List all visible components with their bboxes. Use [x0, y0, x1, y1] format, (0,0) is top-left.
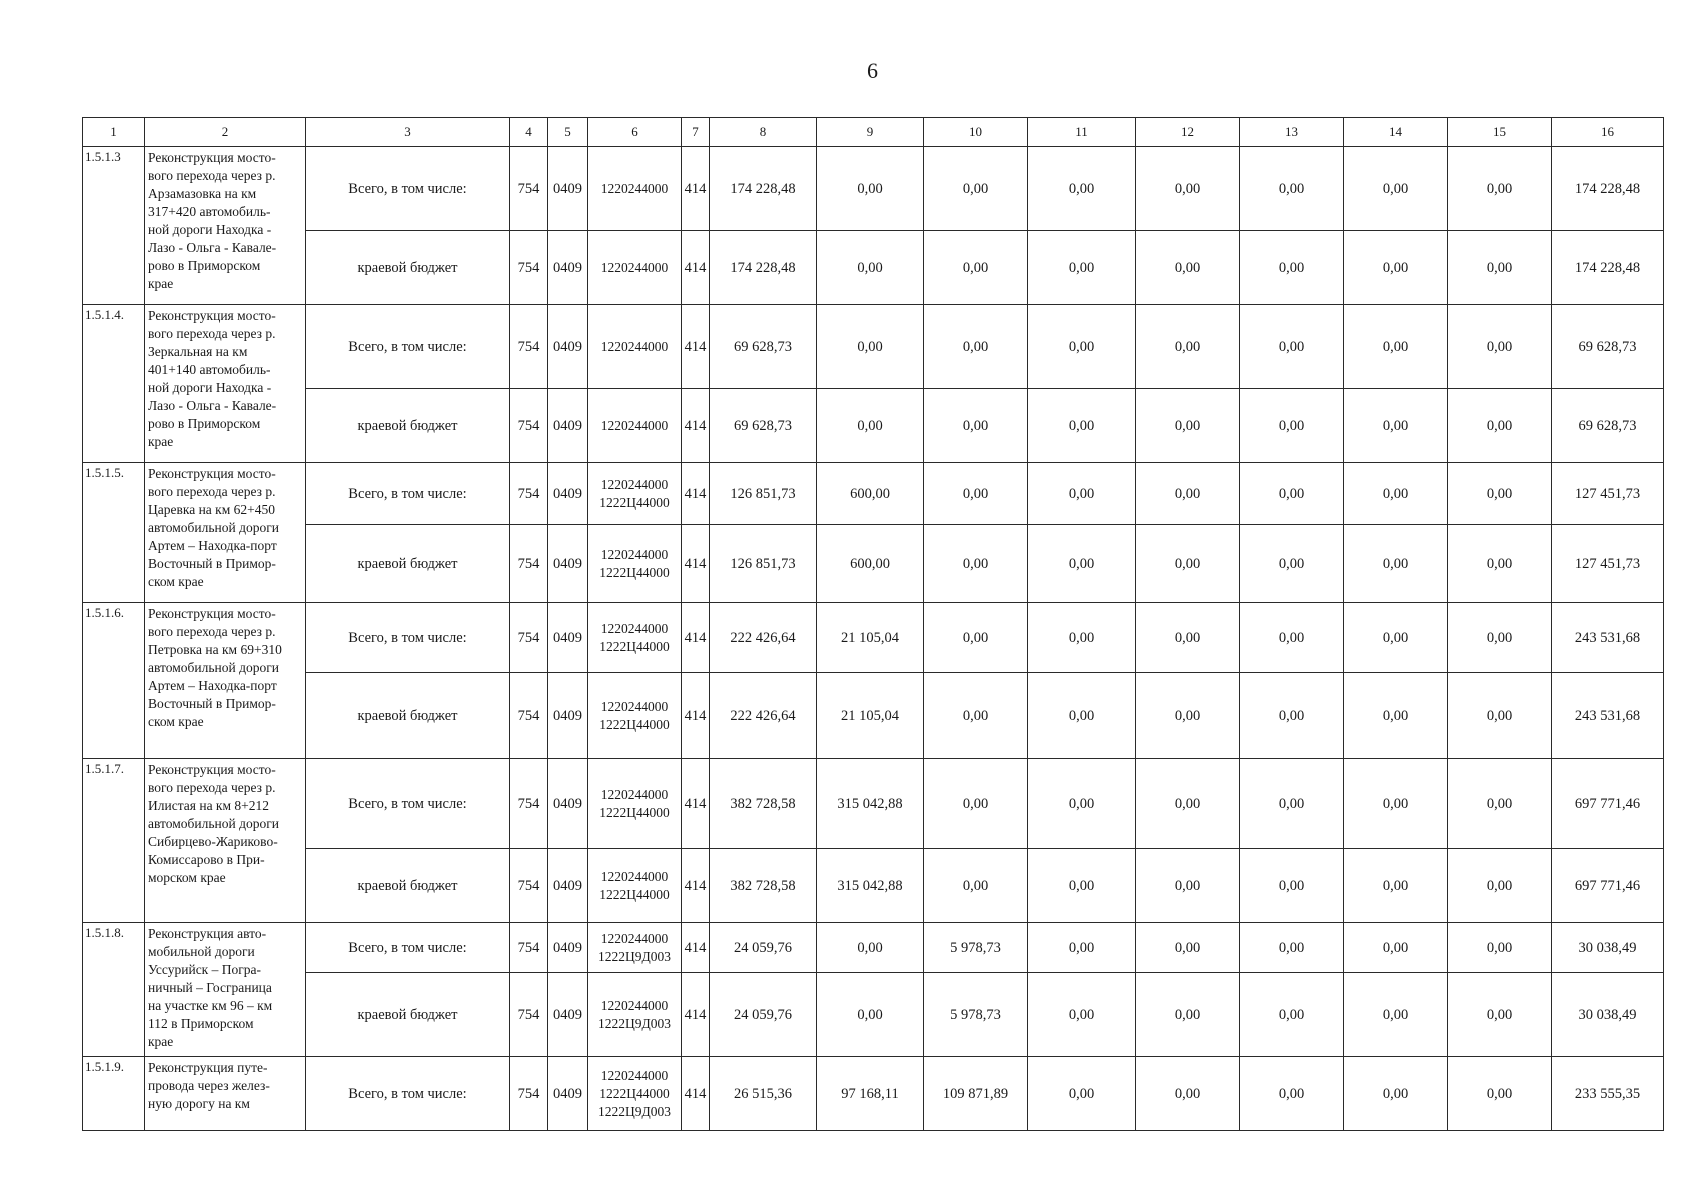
amount-cell: 0,00: [924, 759, 1028, 849]
amount-cell: 0,00: [1136, 923, 1240, 973]
amount-cell: 0,00: [1448, 1057, 1552, 1131]
code-cell: 754: [510, 463, 548, 525]
code-cell: 414: [682, 759, 710, 849]
code-cell: 1220244000: [588, 147, 682, 231]
code-cell: 754: [510, 673, 548, 759]
code-cell: 414: [682, 673, 710, 759]
amount-cell: 0,00: [1028, 849, 1136, 923]
column-header: 16: [1552, 118, 1664, 147]
code-cell: 414: [682, 231, 710, 305]
amount-cell: 0,00: [1136, 849, 1240, 923]
column-header: 11: [1028, 118, 1136, 147]
amount-cell: 0,00: [1448, 849, 1552, 923]
code-cell: 0409: [548, 923, 588, 973]
funding-kind: краевой бюджет: [306, 525, 510, 603]
code-cell: 1220244000 1222Ц44000: [588, 603, 682, 673]
code-cell: 414: [682, 305, 710, 389]
amount-cell: 0,00: [1136, 463, 1240, 525]
amount-cell: 0,00: [1028, 305, 1136, 389]
item-number: 1.5.1.9.: [83, 1057, 145, 1131]
amount-cell: 0,00: [1136, 147, 1240, 231]
amount-cell: 0,00: [1344, 231, 1448, 305]
amount-cell: 21 105,04: [817, 673, 924, 759]
amount-cell: 69 628,73: [1552, 305, 1664, 389]
amount-cell: 0,00: [924, 849, 1028, 923]
column-header: 14: [1344, 118, 1448, 147]
code-cell: 0409: [548, 973, 588, 1057]
amount-cell: 0,00: [924, 673, 1028, 759]
code-cell: 754: [510, 849, 548, 923]
amount-cell: 0,00: [1344, 923, 1448, 973]
amount-cell: 0,00: [924, 525, 1028, 603]
funding-kind: Всего, в том числе:: [306, 305, 510, 389]
item-description: Реконструкция мосто- вого перехода через р. Царевка на км 62+450 автомобильной дороги Артем – Находка-порт Восточный в Примор- ском крае: [145, 463, 306, 603]
code-cell: 414: [682, 147, 710, 231]
amount-cell: 0,00: [1240, 1057, 1344, 1131]
amount-cell: 30 038,49: [1552, 923, 1664, 973]
amount-cell: 0,00: [1344, 389, 1448, 463]
amount-cell: 0,00: [1028, 973, 1136, 1057]
code-cell: 0409: [548, 305, 588, 389]
amount-cell: 174 228,48: [1552, 147, 1664, 231]
item-number: 1.5.1.6.: [83, 603, 145, 759]
item-description: Реконструкция мосто- вого перехода через р. Илистая на км 8+212 автомобильной дороги Сибирцево-Жариково- Комиссарово в При- морском крае: [145, 759, 306, 923]
code-cell: 754: [510, 305, 548, 389]
code-cell: 754: [510, 759, 548, 849]
code-cell: 1220244000 1222Ц44000 1222Ц9Д003: [588, 1057, 682, 1131]
funding-kind: Всего, в том числе:: [306, 923, 510, 973]
amount-cell: 0,00: [1028, 147, 1136, 231]
funding-kind: краевой бюджет: [306, 389, 510, 463]
amount-cell: 0,00: [817, 231, 924, 305]
code-cell: 754: [510, 973, 548, 1057]
amount-cell: 0,00: [1240, 463, 1344, 525]
column-header: 13: [1240, 118, 1344, 147]
amount-cell: 0,00: [1240, 849, 1344, 923]
table-row: [83, 147, 1664, 231]
funding-kind: Всего, в том числе:: [306, 147, 510, 231]
amount-cell: 0,00: [1344, 673, 1448, 759]
amount-cell: 0,00: [1136, 603, 1240, 673]
amount-cell: 0,00: [1136, 759, 1240, 849]
budget-table: [82, 117, 1664, 1131]
funding-kind: краевой бюджет: [306, 673, 510, 759]
code-cell: 1220244000 1222Ц44000: [588, 759, 682, 849]
code-cell: 754: [510, 525, 548, 603]
amount-cell: 0,00: [1448, 463, 1552, 525]
amount-cell: 697 771,46: [1552, 849, 1664, 923]
item-number: 1.5.1.4.: [83, 305, 145, 463]
column-header: 7: [682, 118, 710, 147]
amount-cell: 0,00: [1028, 923, 1136, 973]
amount-cell: 0,00: [1136, 673, 1240, 759]
amount-cell: 600,00: [817, 525, 924, 603]
header-row: [83, 118, 1664, 147]
code-cell: 1220244000 1222Ц44000: [588, 849, 682, 923]
amount-cell: 0,00: [1136, 305, 1240, 389]
code-cell: 0409: [548, 849, 588, 923]
column-header: 6: [588, 118, 682, 147]
amount-cell: 174 228,48: [710, 231, 817, 305]
funding-kind: Всего, в том числе:: [306, 603, 510, 673]
item-description: Реконструкция мосто- вого перехода через р. Арзамазовка на км 317+420 автомобиль- ной дороги Находка - Лазо - Ольга - Кавале- рово в Приморском крае: [145, 147, 306, 305]
amount-cell: 0,00: [1240, 147, 1344, 231]
amount-cell: 0,00: [817, 389, 924, 463]
amount-cell: 127 451,73: [1552, 525, 1664, 603]
code-cell: 0409: [548, 673, 588, 759]
code-cell: 754: [510, 1057, 548, 1131]
amount-cell: 0,00: [1344, 973, 1448, 1057]
funding-kind: краевой бюджет: [306, 849, 510, 923]
column-header: 1: [83, 118, 145, 147]
amount-cell: 174 228,48: [1552, 231, 1664, 305]
amount-cell: 315 042,88: [817, 759, 924, 849]
amount-cell: 0,00: [1136, 973, 1240, 1057]
amount-cell: 0,00: [1240, 603, 1344, 673]
amount-cell: 697 771,46: [1552, 759, 1664, 849]
amount-cell: 0,00: [1448, 389, 1552, 463]
table-row: [83, 463, 1664, 525]
code-cell: 0409: [548, 1057, 588, 1131]
amount-cell: 0,00: [817, 923, 924, 973]
item-description: Реконструкция мосто- вого перехода через р. Зеркальная на км 401+140 автомобиль- ной дороги Находка - Лазо - Ольга - Кавале- рово в Приморском крае: [145, 305, 306, 463]
amount-cell: 0,00: [1448, 231, 1552, 305]
funding-kind: Всего, в том числе:: [306, 463, 510, 525]
code-cell: 0409: [548, 759, 588, 849]
amount-cell: 0,00: [1240, 305, 1344, 389]
amount-cell: 97 168,11: [817, 1057, 924, 1131]
amount-cell: 0,00: [1344, 1057, 1448, 1131]
amount-cell: 222 426,64: [710, 673, 817, 759]
page-number: 6: [867, 58, 878, 83]
amount-cell: 0,00: [1240, 231, 1344, 305]
amount-cell: 0,00: [1240, 389, 1344, 463]
amount-cell: 0,00: [1136, 231, 1240, 305]
code-cell: 0409: [548, 525, 588, 603]
code-cell: 1220244000: [588, 305, 682, 389]
amount-cell: 0,00: [924, 305, 1028, 389]
column-header: 8: [710, 118, 817, 147]
code-cell: 0409: [548, 463, 588, 525]
table-row: [83, 231, 1664, 305]
amount-cell: 243 531,68: [1552, 673, 1664, 759]
amount-cell: 0,00: [1344, 603, 1448, 673]
code-cell: 414: [682, 463, 710, 525]
code-cell: 0409: [548, 231, 588, 305]
amount-cell: 127 451,73: [1552, 463, 1664, 525]
amount-cell: 0,00: [1240, 759, 1344, 849]
column-header: 3: [306, 118, 510, 147]
code-cell: 414: [682, 973, 710, 1057]
amount-cell: 0,00: [1136, 525, 1240, 603]
item-number: 1.5.1.3: [83, 147, 145, 305]
code-cell: 754: [510, 231, 548, 305]
code-cell: 1220244000: [588, 231, 682, 305]
amount-cell: 0,00: [1344, 147, 1448, 231]
amount-cell: 233 555,35: [1552, 1057, 1664, 1131]
code-cell: 414: [682, 525, 710, 603]
amount-cell: 0,00: [1448, 525, 1552, 603]
code-cell: 754: [510, 389, 548, 463]
column-header: 4: [510, 118, 548, 147]
table-row: [83, 603, 1664, 673]
code-cell: 0409: [548, 603, 588, 673]
amount-cell: 69 628,73: [1552, 389, 1664, 463]
amount-cell: 0,00: [817, 305, 924, 389]
amount-cell: 0,00: [1136, 389, 1240, 463]
table-row: [83, 973, 1664, 1057]
table-body: [83, 118, 1664, 1131]
code-cell: 414: [682, 603, 710, 673]
amount-cell: 382 728,58: [710, 759, 817, 849]
amount-cell: 0,00: [1344, 759, 1448, 849]
column-header: 12: [1136, 118, 1240, 147]
table-row: [83, 923, 1664, 973]
amount-cell: 222 426,64: [710, 603, 817, 673]
code-cell: 1220244000 1222Ц44000: [588, 525, 682, 603]
column-header: 2: [145, 118, 306, 147]
item-description: Реконструкция авто- мобильной дороги Уссурийск – Погра- ничный – Госграница на участке км 96 – км 112 в Приморском крае: [145, 923, 306, 1057]
amount-cell: 26 515,36: [710, 1057, 817, 1131]
amount-cell: 21 105,04: [817, 603, 924, 673]
amount-cell: 126 851,73: [710, 525, 817, 603]
code-cell: 414: [682, 389, 710, 463]
table-row: [83, 305, 1664, 389]
code-cell: 1220244000 1222Ц44000: [588, 673, 682, 759]
amount-cell: 382 728,58: [710, 849, 817, 923]
table-row: [83, 849, 1664, 923]
amount-cell: 243 531,68: [1552, 603, 1664, 673]
amount-cell: 0,00: [924, 389, 1028, 463]
amount-cell: 0,00: [1028, 463, 1136, 525]
code-cell: 1220244000 1222Ц9Д003: [588, 923, 682, 973]
code-cell: 754: [510, 923, 548, 973]
amount-cell: 0,00: [1448, 305, 1552, 389]
amount-cell: 0,00: [1344, 305, 1448, 389]
amount-cell: 24 059,76: [710, 923, 817, 973]
amount-cell: 0,00: [1028, 231, 1136, 305]
amount-cell: 0,00: [924, 231, 1028, 305]
table-row: [83, 525, 1664, 603]
funding-kind: Всего, в том числе:: [306, 1057, 510, 1131]
amount-cell: 0,00: [1448, 673, 1552, 759]
amount-cell: 24 059,76: [710, 973, 817, 1057]
funding-kind: краевой бюджет: [306, 231, 510, 305]
item-description: Реконструкция путе- провода через желез- ную дорогу на км: [145, 1057, 306, 1131]
amount-cell: 126 851,73: [710, 463, 817, 525]
code-cell: 1220244000 1222Ц44000: [588, 463, 682, 525]
amount-cell: 0,00: [924, 603, 1028, 673]
item-description: Реконструкция мосто- вого перехода через р. Петровка на км 69+310 автомобильной дороги Артем – Находка-порт Восточный в Примор- ском крае: [145, 603, 306, 759]
column-header: 15: [1448, 118, 1552, 147]
amount-cell: 0,00: [1344, 463, 1448, 525]
code-cell: 414: [682, 923, 710, 973]
code-cell: 414: [682, 849, 710, 923]
amount-cell: 0,00: [1028, 525, 1136, 603]
amount-cell: 109 871,89: [924, 1057, 1028, 1131]
amount-cell: 0,00: [1344, 525, 1448, 603]
amount-cell: 0,00: [1240, 525, 1344, 603]
code-cell: 1220244000: [588, 389, 682, 463]
item-number: 1.5.1.7.: [83, 759, 145, 923]
column-header: 10: [924, 118, 1028, 147]
amount-cell: 0,00: [1028, 1057, 1136, 1131]
item-number: 1.5.1.5.: [83, 463, 145, 603]
table-row: [83, 389, 1664, 463]
amount-cell: 0,00: [1448, 759, 1552, 849]
amount-cell: 0,00: [1028, 673, 1136, 759]
amount-cell: 0,00: [1028, 603, 1136, 673]
code-cell: 414: [682, 1057, 710, 1131]
code-cell: 1220244000 1222Ц9Д003: [588, 973, 682, 1057]
amount-cell: 0,00: [1448, 603, 1552, 673]
amount-cell: 0,00: [1448, 147, 1552, 231]
amount-cell: 0,00: [1136, 1057, 1240, 1131]
code-cell: 754: [510, 603, 548, 673]
amount-cell: 0,00: [1240, 673, 1344, 759]
code-cell: 754: [510, 147, 548, 231]
table-row: [83, 759, 1664, 849]
amount-cell: 0,00: [924, 147, 1028, 231]
amount-cell: 0,00: [1344, 849, 1448, 923]
amount-cell: 69 628,73: [710, 389, 817, 463]
table-row: [83, 1057, 1664, 1131]
column-header: 5: [548, 118, 588, 147]
amount-cell: 0,00: [817, 147, 924, 231]
amount-cell: 30 038,49: [1552, 973, 1664, 1057]
amount-cell: 0,00: [1028, 389, 1136, 463]
code-cell: 0409: [548, 147, 588, 231]
amount-cell: 174 228,48: [710, 147, 817, 231]
amount-cell: 0,00: [1028, 759, 1136, 849]
amount-cell: 0,00: [924, 463, 1028, 525]
table-row: [83, 673, 1664, 759]
amount-cell: 600,00: [817, 463, 924, 525]
amount-cell: 0,00: [1240, 973, 1344, 1057]
amount-cell: 0,00: [1448, 923, 1552, 973]
funding-kind: краевой бюджет: [306, 973, 510, 1057]
amount-cell: 5 978,73: [924, 973, 1028, 1057]
item-number: 1.5.1.8.: [83, 923, 145, 1057]
amount-cell: 0,00: [1448, 973, 1552, 1057]
amount-cell: 0,00: [817, 973, 924, 1057]
funding-kind: Всего, в том числе:: [306, 759, 510, 849]
amount-cell: 69 628,73: [710, 305, 817, 389]
code-cell: 0409: [548, 389, 588, 463]
amount-cell: 315 042,88: [817, 849, 924, 923]
amount-cell: 0,00: [1240, 923, 1344, 973]
amount-cell: 5 978,73: [924, 923, 1028, 973]
column-header: 9: [817, 118, 924, 147]
